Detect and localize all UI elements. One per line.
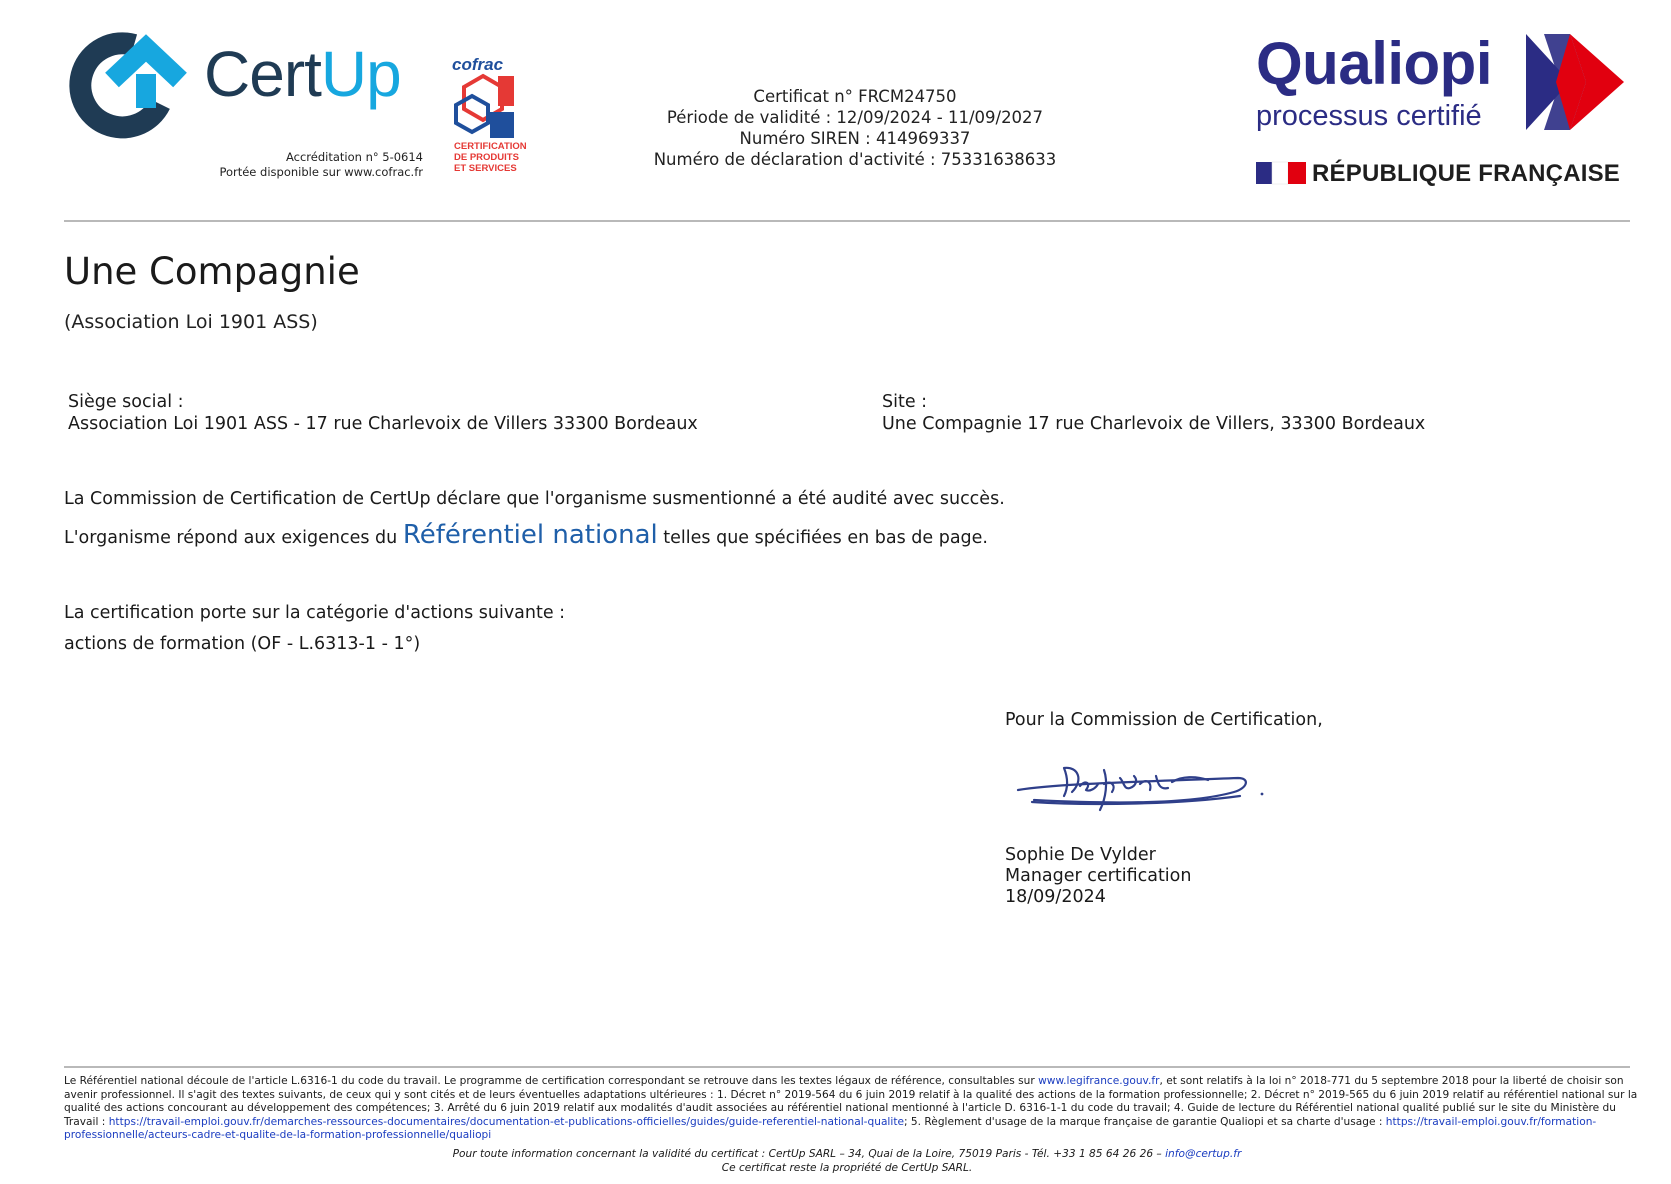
referentiel-national-label: Référentiel national — [402, 520, 658, 550]
guide-referentiel-link[interactable]: https://travail-emploi.gouv.fr/demarches-ressources-documentaires/documentation-et-publications-officielles/guides/guide-referentiel-national-qualite — [108, 1115, 904, 1128]
header-divider — [64, 220, 1630, 222]
signature-date: 18/09/2024 — [1005, 887, 1106, 907]
category-value: actions de formation (OF - L.6313-1 - 1°) — [64, 634, 421, 654]
accreditation-note — [219, 150, 423, 180]
qualiopi-title: Qualiopi — [1256, 30, 1492, 97]
cofrac-logo-line1: CERTIFICATION — [454, 141, 527, 152]
organization-legal-form: (Association Loi 1901 ASS) — [64, 311, 318, 333]
legal-footnote — [64, 1075, 1644, 1143]
certup-logo-up: Up — [320, 38, 401, 110]
site-label: Site : — [882, 392, 928, 412]
accreditation-scope: Portée disponible sur www.cofrac.fr — [219, 165, 423, 179]
footnote-text-2: , et sont relatifs à la loi n° 2018-771 du 5 septembre 2018 pour la liberté de choisir son avenir professionnel. Il s'agit des textes suivants, de ceux qui y sont cités et de leurs éventuelles adaptations ultérieures : 1. Décret n° 2019-564 du 6 juin 2019 relatif à la qualité des actions de la formation professionnelle; 2. Décret n° 2019-565 du 6 juin 2019 relatif au référentiel national sur la qualité des actions concourant au développement des compétences; 3. Arrêté du 6 juin 2019 relatif aux modalités d'audit associées au référentiel national mentionné à l'article D. 6316-1-1 du code du travail; 4. Guide de lecture du Référentiel national qualité publié sur le site du Ministère du Travail : — [64, 1075, 1638, 1128]
marianne-flag-icon — [1256, 162, 1306, 184]
site-address: Une Compagnie 17 rue Charlevoix de Villers, 33300 Bordeaux — [882, 414, 1426, 434]
certup-logo-cert: Cert — [204, 38, 321, 110]
organization-name: Une Compagnie — [64, 250, 360, 293]
site — [882, 391, 1425, 435]
republique-francaise-mark — [1256, 160, 1621, 188]
signer-name: Sophie De Vylder — [1005, 845, 1156, 865]
cofrac-logo — [452, 55, 527, 180]
qualiopi-subtitle: processus certifié — [1256, 100, 1482, 132]
footnote-text-3: ; 5. Règlement d'usage de la marque française de garantie Qualiopi et sa charte d'usage : — [904, 1115, 1386, 1128]
handwritten-signature — [1012, 754, 1268, 824]
contact-text: Pour toute information concernant la validité du certificat : CertUp SARL – 34, Quai de la Loire, 75019 Paris - Tél. +33 1 85 64 26 26 – — [452, 1148, 1166, 1160]
requirements-statement — [64, 520, 988, 550]
accreditation-number: Accréditation n° 5-0614 — [285, 150, 423, 164]
contact-email-link[interactable]: info@certup.fr — [1165, 1148, 1242, 1160]
siren-number: Numéro SIREN : 414969337 — [739, 129, 971, 148]
certup-logo — [64, 34, 444, 134]
certificate-number: Certificat n° FRCM24750 — [753, 87, 957, 106]
category-label: La certification porte sur la catégorie d'actions suivante : — [64, 603, 566, 623]
head-office-label: Siège social : — [68, 392, 184, 412]
cofrac-logo-line2: DE PRODUITS — [454, 152, 519, 163]
declaration-number: Numéro de déclaration d'activité : 75331638633 — [653, 150, 1057, 169]
property-notice: Ce certificat reste la propriété de CertUp SARL. — [721, 1161, 973, 1174]
qualiopi-arrows-icon — [1526, 34, 1624, 130]
footnote-text-1: Le Référentiel national découle de l'article L.6316-1 du code du travail. Le programme de certification correspondant se retrouve dans les textes légaux de référence, consultables sur — [64, 1075, 1039, 1087]
cofrac-logo-line3: ET SERVICES — [454, 163, 517, 174]
cofrac-logo-name: cofrac — [452, 55, 504, 74]
footer-divider — [64, 1066, 1630, 1068]
legifrance-link[interactable]: www.legifrance.gouv.fr — [1038, 1075, 1160, 1087]
requirements-text-before: L'organisme répond aux exigences du — [64, 528, 403, 548]
certup-emblem-icon — [64, 34, 194, 134]
qualiopi-logo — [1256, 30, 1626, 133]
signer-block — [1005, 845, 1191, 908]
requirements-text-after: telles que spécifiées en bas de page. — [657, 528, 988, 548]
commission-signoff: Pour la Commission de Certification, — [1005, 710, 1323, 730]
audit-declaration: La Commission de Certification de CertUp déclare que l'organisme susmentionné a été audité avec succès. — [64, 489, 1005, 509]
head-office-address: Association Loi 1901 ASS - 17 rue Charlevoix de Villers 33300 Bordeaux — [68, 414, 698, 434]
signer-title: Manager certification — [1005, 866, 1192, 886]
qualiopi-charter-link[interactable]: https://travail-emploi.gouv.fr/formation-professionnelle/acteurs-cadre-et-qualite-de-la-formation-professionnelle/qualiopi — [64, 1115, 1597, 1142]
head-office — [68, 391, 698, 435]
validity-period: Période de validité : 12/09/2024 - 11/09/2027 — [666, 108, 1044, 127]
certificate-info — [600, 86, 1110, 170]
contact-footer — [64, 1148, 1630, 1175]
republique-francaise-text: RÉPUBLIQUE FRANÇAISE — [1312, 160, 1621, 187]
